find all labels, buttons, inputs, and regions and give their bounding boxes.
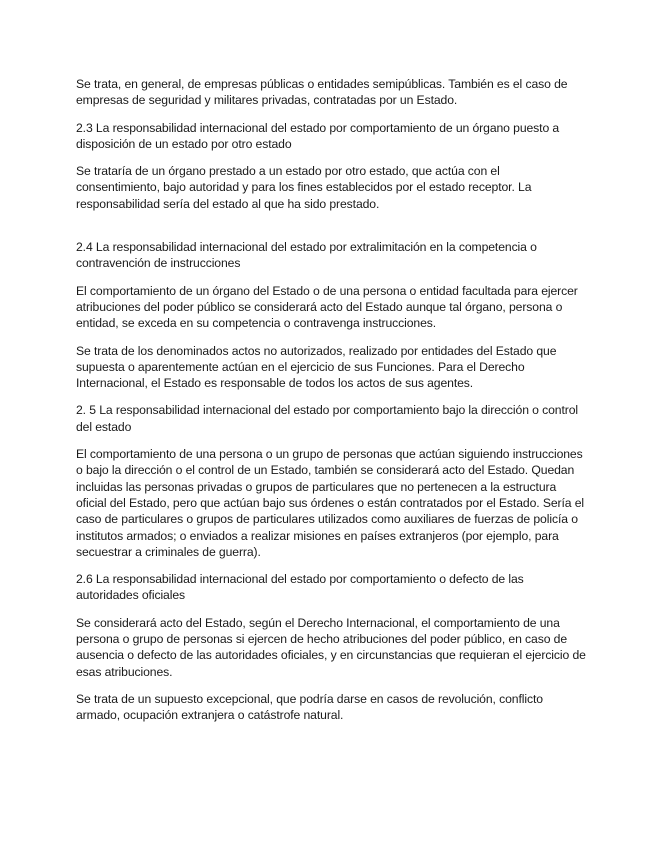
heading-2-4: 2.4 La responsabilidad internacional del estado por extralimitación en la competencia o contravención de instrucciones xyxy=(76,240,537,271)
paragraph-private-security: Se trata, en general, de empresas públicas o entidades semipúblicas. También es el caso de empresas de seguridad y militares privadas, contratadas por un Estado. xyxy=(76,77,568,108)
paragraph-lent-organ: Se trataría de un órgano prestado a un estado por otro estado, que actúa con el consentimiento, bajo autoridad y para los fines establecidos por el estado receptor. La responsabilidad sería del estado al que ha sido prestado. xyxy=(76,164,532,211)
heading-2-6: 2.6 La responsabilidad internacional del estado por comportamiento o defecto de las autoridades oficiales xyxy=(76,572,524,603)
paragraph-ultra-vires: El comportamiento de un órgano del Estado o de una persona o entidad facultada para ejercer atribuciones del poder público se considerará acto del Estado aunque tal órgano, persona o entidad, se exceda en su competencia o contravenga instrucciones. xyxy=(76,283,578,331)
heading-2-3: 2.3 La responsabilidad internacional del estado por comportamiento de un órgano puesto a disposición de un estado por otro estado xyxy=(76,120,560,151)
paragraph-exceptional-case: Se trata de un supuesto excepcional, que podría darse en casos de revolución, conflicto armado, ocupación extranjera o catástrofe natural. xyxy=(76,691,543,723)
heading-2-5: 2. 5 La responsabilidad internacional del estado por comportamiento bajo la dirección o control del estado xyxy=(76,403,579,434)
paragraph-unauthorized-acts: Se trata de los denominados actos no autorizados, realizado por entidades del Estado que supuesta o aparentemente actúan en el ejercicio de sus Funciones. Para el Derecho Internacional, el Estado es responsable de todos los actos de sus agentes. xyxy=(76,343,557,391)
paragraph-direction-control: El comportamiento de una persona o un grupo de personas que actúan siguiendo instrucciones o bajo la dirección o el control de un Estado, también se considerará acto del Estado. Quedan incluidas las personas privadas o grupos de particulares que no pertenecen a la estructura oficial del Estado, pero que actúan bajo sus órdenes o están contratados por el Estado. Sería el caso de particulares o grupos de particulares utilizados como auxiliares de fuerzas de policía o institutos armados; o enviados a realizar misiones en países extranjeros (por ejemplo, para secuestrar a criminales de guerra). xyxy=(76,447,585,559)
document-page xyxy=(76,76,586,724)
paragraph-absence-authorities: Se considerará acto del Estado, según el Derecho Internacional, el comportamiento de una persona o grupo de personas si ejercen de hecho atribuciones del poder público, en caso de ausencia o defecto de las autoridades oficiales, y en circunstancias que requieran el ejercicio de esas atribuciones. xyxy=(76,615,586,679)
